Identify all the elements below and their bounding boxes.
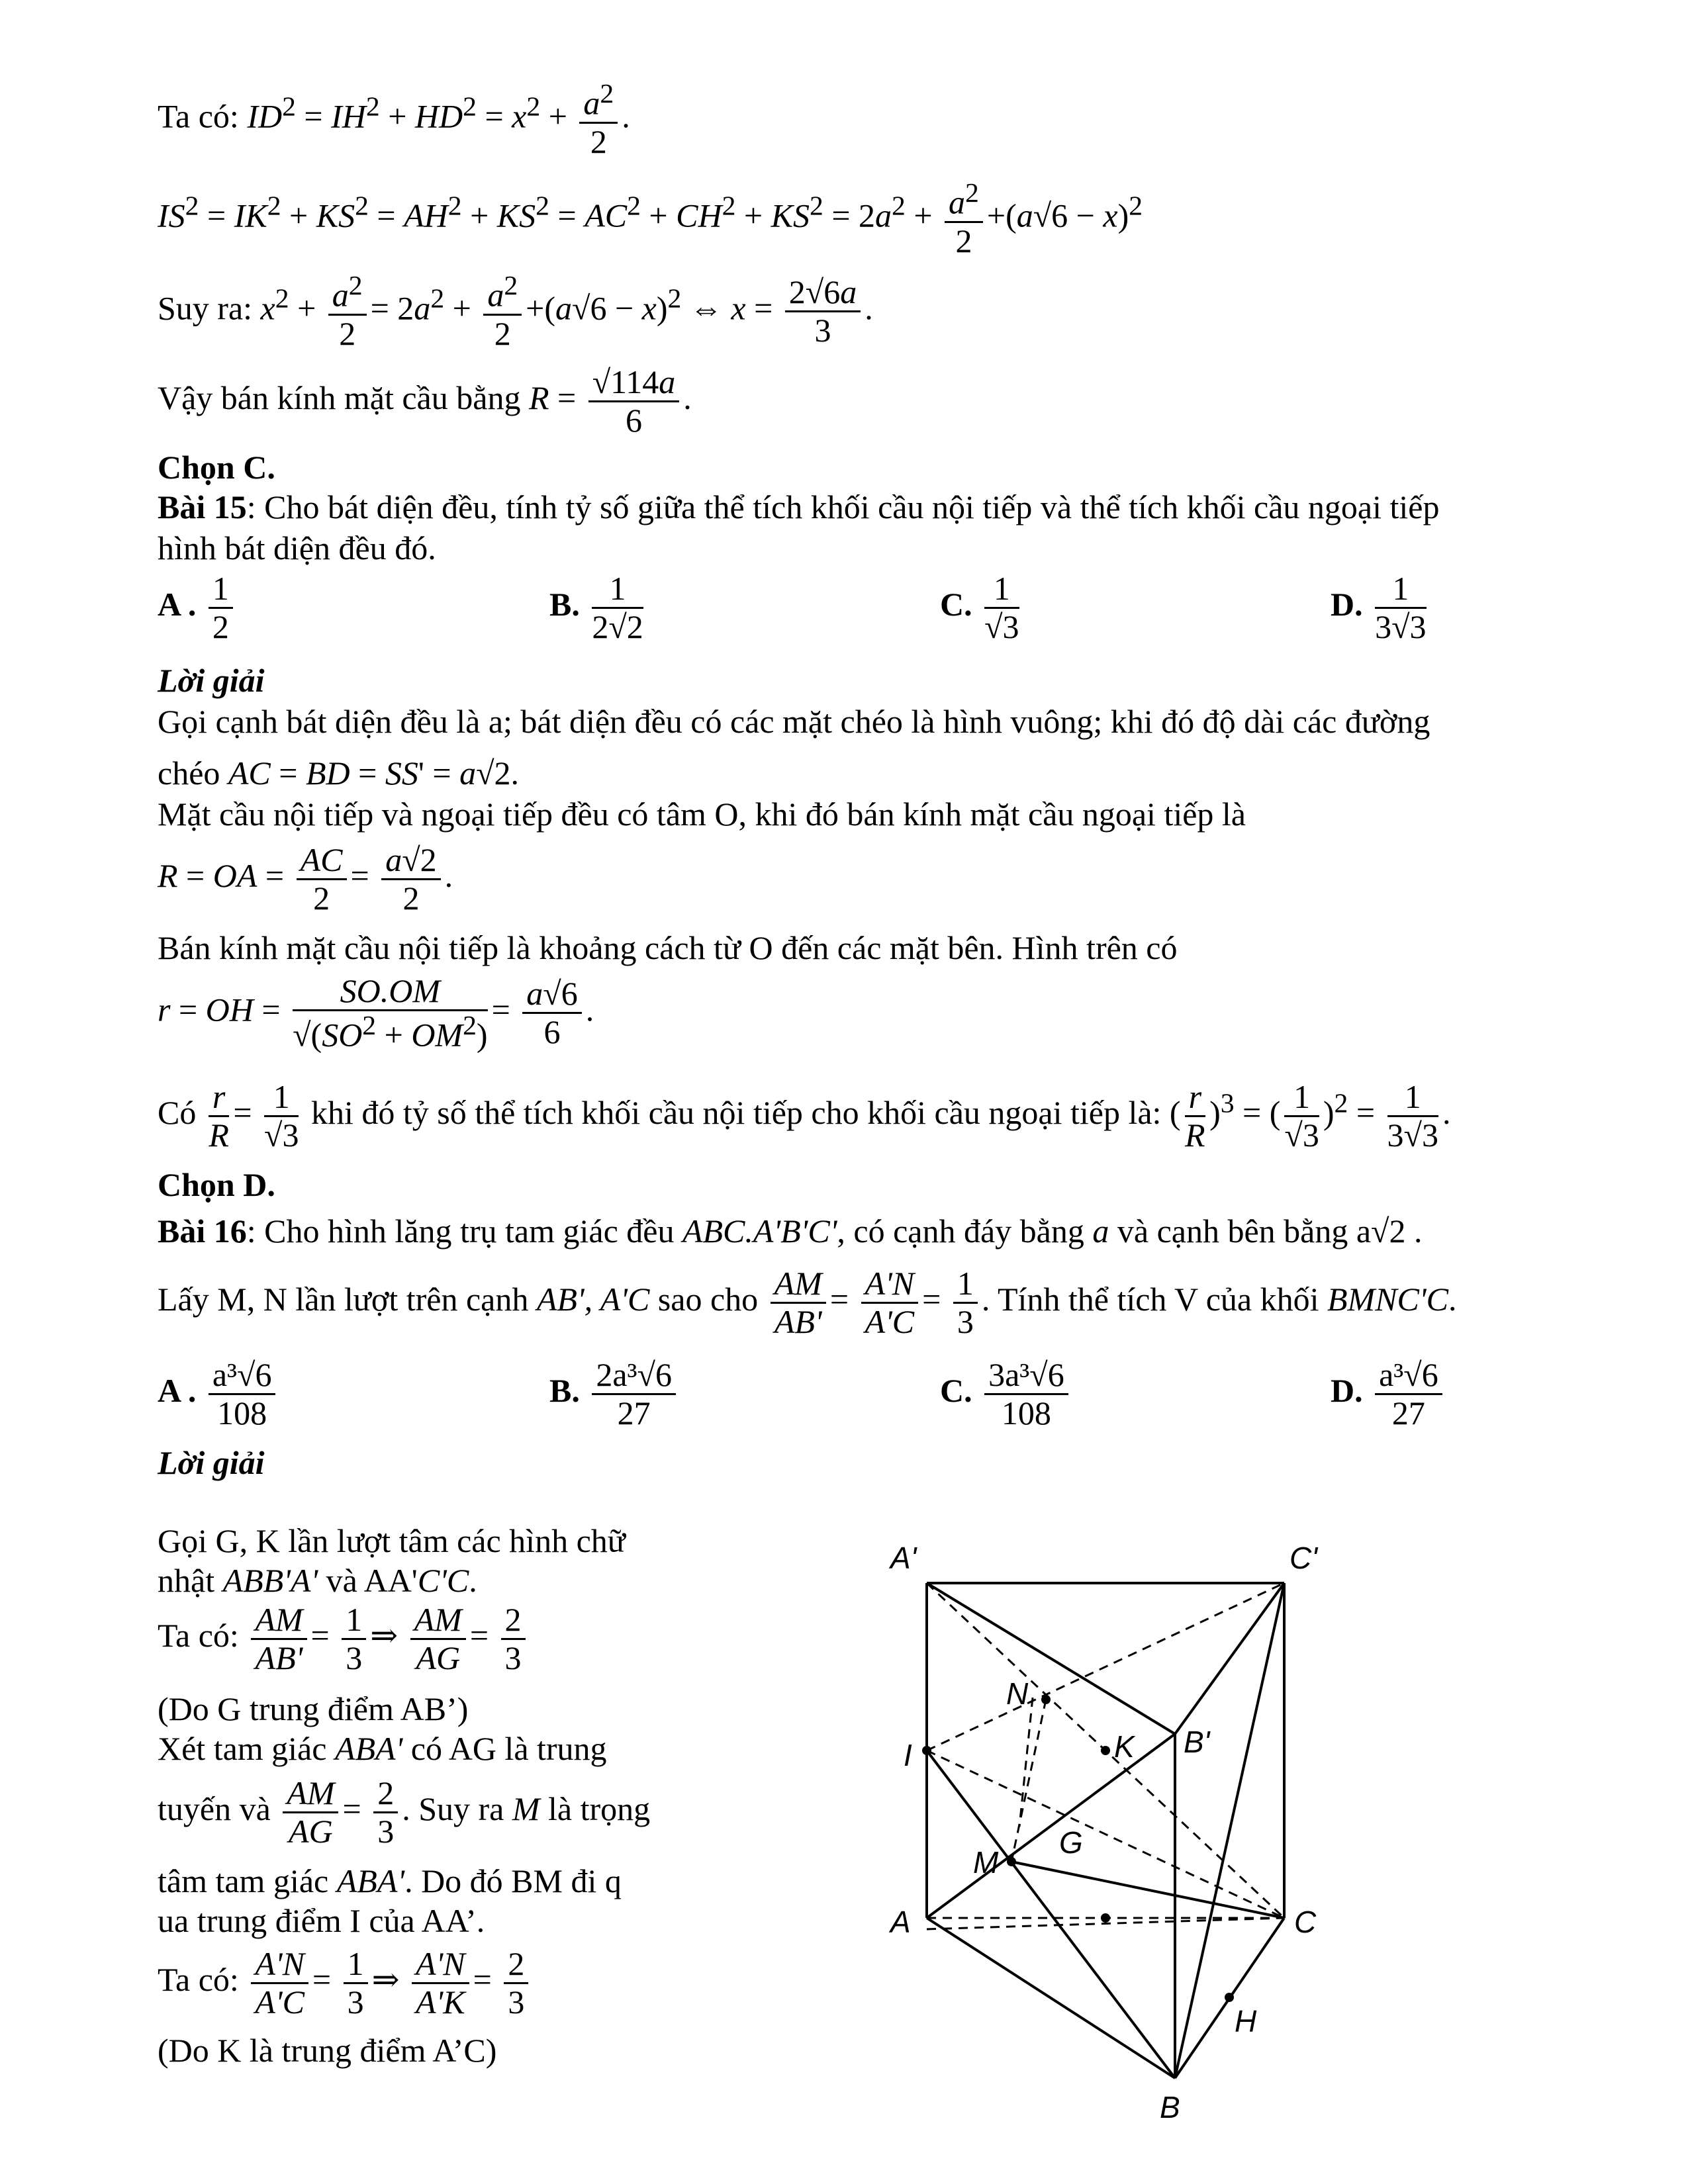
dashed-N-M2 — [1019, 1698, 1033, 1827]
label-B1: B' — [1184, 1725, 1210, 1759]
q16-sol-line1: Gọi G, K lần lượt tâm các hình chữ — [158, 1522, 626, 1559]
sol14-line4: Vậy bán kính mặt cầu bằng R = $\frac{√114a}{6}$ . — [158, 363, 692, 439]
q16-sol-line8: ua trung điểm I của AA’. — [158, 1902, 485, 1939]
q15-sol-line3: Mặt cầu nội tiếp và ngoại tiếp đều có tâm O, khi đó bán kính mặt cầu ngoại tiếp là — [158, 796, 1246, 833]
label-C: C — [1294, 1905, 1317, 1939]
q15-sol-line5: Bán kính mặt cầu nội tiếp là khoảng cách từ O đến các mặt bên. Hình trên có — [158, 929, 1178, 966]
line-M-C — [1011, 1862, 1284, 1918]
q16-option-c[interactable]: C. $\frac{\text{3a³√6}}{108}$ — [940, 1357, 1072, 1432]
sol14-choose: Chọn C. — [158, 449, 275, 486]
point-K — [1101, 1746, 1110, 1755]
label-I: I — [904, 1738, 912, 1772]
q16-sol-line5: Xét tam giác ABA' có AG là trung — [158, 1730, 607, 1767]
q15-sol-line4: R = OA = $\frac{AC}{2}$ = $\frac{a√2}{2}$ . — [158, 841, 453, 917]
point-H — [1225, 1993, 1234, 2002]
label-A1: A' — [890, 1541, 917, 1575]
label-C1: C' — [1289, 1541, 1318, 1575]
q16-option-a[interactable]: A . $\frac{\text{a³√6}}{108}$ — [158, 1357, 279, 1432]
sol14-line3: Suy ra: $x^2$ + $\frac{a^2}{2}$ = $2a^2$ + $\frac{a^2}{2}$ $+(a√6 - x)^2$ ⇔ x = $\frac{2√6a}{3}$ . — [158, 271, 873, 352]
dashed-N-M — [1011, 1700, 1046, 1862]
line-B-C1 — [1175, 1583, 1284, 2078]
q15-option-b[interactable]: B. $\frac{1}{2√2}$ — [549, 570, 643, 645]
q15-sol-line7: Có $\frac{r}{R}$ = $\frac{1}{√3}$ khi đó tỷ số thể tích khối cầu nội tiếp cho khối cầu ngoại tiếp là: ( $\frac{r}{R}$ )$^3$ = ( $\frac{1}{√3}$ )$^2$ = $\frac{1}{3√3}$ . — [158, 1078, 1451, 1154]
dashed-A-C-2 — [927, 1918, 1284, 1929]
sol14-line1: Ta có: $ID^2 = IH^2 + HD^2 = x^2$ + $\frac{a^2}{2}$ . — [158, 79, 630, 160]
q15-solution-title: Lời giải — [158, 662, 265, 699]
point-mid-AC — [1101, 1913, 1110, 1923]
q16-sol-line10: (Do K là trung điểm A’C) — [158, 2032, 497, 2069]
q16-option-b[interactable]: B. $\frac{\text{2a³√6}}{27}$ — [549, 1357, 680, 1432]
q16-sol-line7: tâm tam giác ABA'. Do đó BM đi q — [158, 1862, 622, 1899]
label-G: G — [1059, 1825, 1083, 1860]
label-K: K — [1114, 1729, 1135, 1764]
q15-option-a[interactable]: A . $\frac{1}{2}$ — [158, 570, 237, 645]
q15-text1: Bài 15: Cho bát diện đều, tính tỷ số giữa thể tích khối cầu nội tiếp và thể tích khối cầu ngoại tiếp — [158, 488, 1440, 525]
point-M — [1007, 1857, 1016, 1866]
line-I-B — [927, 1751, 1175, 2078]
dashed-A1-C — [927, 1583, 1284, 1918]
q16-option-d[interactable]: D. $\frac{\text{a³√6}}{27}$ — [1331, 1357, 1446, 1432]
q15-option-c[interactable]: C. $\frac{1}{√3}$ — [940, 570, 1019, 645]
q16-sol-line9: Ta có: $\frac{A'N}{A'C}$ = $\frac{1}{3}$ ⇒ $\frac{A'N}{A'K}$ = $\frac{2}{3}$ — [158, 1946, 532, 2021]
q16-sol-line6: tuyến và $\frac{AM}{AG}$ = $\frac{2}{3}$ . Suy ra M là trọng — [158, 1774, 651, 1850]
q15-choose: Chọn D. — [158, 1166, 275, 1203]
q15-sol-line2: chéo AC = BD = SS' = a√2. — [158, 754, 520, 792]
point-N — [1041, 1695, 1051, 1704]
label-A: A — [890, 1905, 911, 1939]
edge-A-B — [927, 1918, 1175, 2078]
q16-sol-line2: nhật ABB'A' và AA'C'C. — [158, 1562, 477, 1599]
label-B: B — [1160, 2090, 1180, 2124]
q15-text2: hình bát diện đều đó. — [158, 529, 436, 567]
dashed-I-C1 — [927, 1583, 1284, 1751]
q15-sol-line6: r = OH = $\frac{SO.OM}{√(SO^2 + OM^2)}$ = $\frac{a√6}{6}$ . — [158, 972, 594, 1054]
edge-B1-C1 — [1175, 1583, 1284, 1734]
q15-option-d[interactable]: D. $\frac{1}{3√3}$ — [1331, 570, 1427, 645]
q15-sol-line1: Gọi cạnh bát diện đều là a; bát diện đều có các mặt chéo là hình vuông; khi đó độ dài các đường — [158, 703, 1430, 740]
q16-text1: Bài 16: Cho hình lăng trụ tam giác đều ABC.A'B'C', có cạnh đáy bằng a và cạnh bên bằng a√2 . — [158, 1212, 1423, 1250]
q16-text2: Lấy M, N lần lượt trên cạnh AB', A'C sao cho $\frac{AM}{AB'}$ = $\frac{A'N}{A'C}$ = $\frac{1}{3}$ . Tính thể tích V của khối BMNC'C. — [158, 1265, 1457, 1340]
line-A-B1 — [927, 1734, 1175, 1918]
q16-sol-line4: (Do G trung điểm AB’) — [158, 1690, 469, 1727]
edge-B-C — [1175, 1918, 1284, 2078]
label-M: M — [973, 1845, 999, 1880]
label-N: N — [1006, 1676, 1029, 1711]
label-H: H — [1235, 2004, 1257, 2038]
dashed-I-C — [927, 1751, 1284, 1918]
q16-sol-line3: Ta có: $\frac{AM}{AB'}$ = $\frac{1}{3}$ ⇒ $\frac{AM}{AG}$ = $\frac{2}{3}$ — [158, 1602, 530, 1676]
sol14-line2: $IS^2 = IK^2 + KS^2 = AH^2 + KS^2 = AC^2 + CH^2 + KS^2 = 2a^2$ + $\frac{a^2}{2}$ $+(a√6 - x)^2$ — [158, 178, 1143, 259]
edge-A1-B1 — [927, 1583, 1175, 1734]
point-I — [922, 1746, 931, 1755]
q16-solution-title: Lời giải — [158, 1444, 265, 1481]
